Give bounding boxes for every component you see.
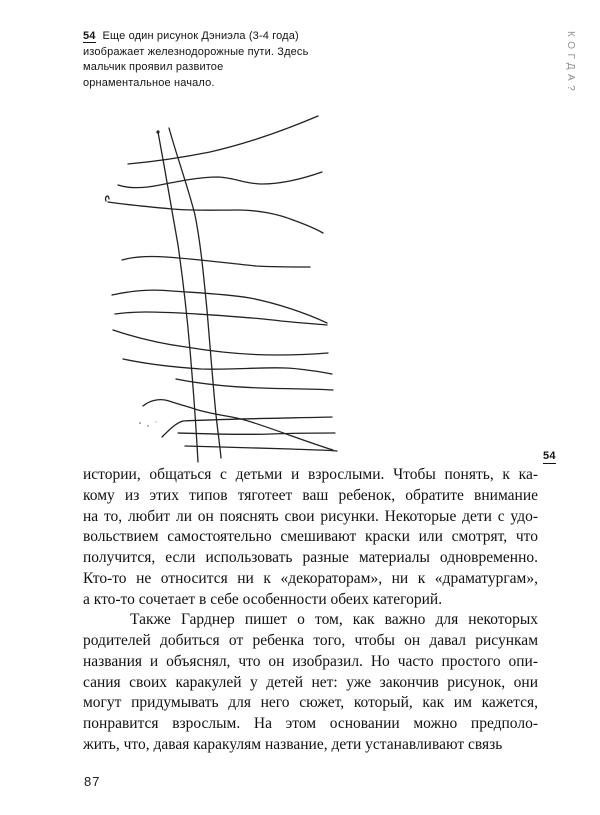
horizontal-line-12 [185,446,337,451]
figure-ref-marker: 54 [543,450,556,462]
speckle [139,422,141,424]
horizontal-line-11 [178,433,335,434]
figure-caption [83,29,311,92]
body-line: жить, что, давая каракулям название, дети устанавливают связь [83,735,503,753]
body-line: получится, если использовать разные материалы одновременно. [83,549,538,566]
body-line: родителей добиться от ребенка того, чтобы он давал рисункам [83,632,538,649]
pen-hook [106,196,109,201]
horizontal-line-6 [115,312,327,325]
body-line: истории, общаться с детьми и взрослыми. Чтобы понять, к ка- [83,466,538,483]
body-line: сания своих каракулей у детей нет: уже закончив рисунок, они [83,673,538,691]
horizontal-line-5 [112,290,327,323]
body-text [83,465,538,756]
horizontal-line-7 [113,330,328,355]
body-line: Кто-то не относится ни к «декораторам», ни к «драматургам», [83,569,538,587]
speckle [156,422,157,423]
body-line: вольствием самостоятельно смешивают краски или смотрят, что [83,528,538,546]
running-head: КОГДА? [565,31,576,96]
horizontal-line-3 [108,202,323,233]
horizontal-line-8 [123,359,332,374]
horizontal-line-9 [176,379,333,390]
body-line: а кто-то сочетает в себе особенности обеих категорий. [83,590,443,608]
body-line: на то, любит ли он пояснять свои рисунки. Некоторые дети с удо- [83,507,538,525]
figure-caption-number: 54 [83,30,96,42]
body-line: Также Гарднер пишет о том, как важно для некоторых [130,611,538,629]
figure-child-drawing [60,95,480,475]
diagonal-line [143,400,333,450]
figure-caption-text: Еще один рисунок Дэниэла (3-4 года) изображает железнодорожные пути. Здесь мальчик проявил развитое орнаментальное начало. [83,30,309,90]
railway-scribble-drawing [60,95,480,475]
page-number: 87 [84,774,101,789]
body-line: понравится взрослым. На этом основании можно предполо- [83,715,538,732]
horizontal-line-2 [118,172,322,188]
body-line: могут придумывать для него сюжет, который, как им кажется, [83,694,538,712]
body-line: названия и объяснял, что он изобразил. Но часто простого опи- [83,652,538,670]
horizontal-line-4 [122,256,310,267]
horizontal-line-1 [128,116,318,164]
speckle [147,425,148,426]
body-line: кому из этих типов тяготеет ваш ребенок, обратите внимание [83,486,538,504]
